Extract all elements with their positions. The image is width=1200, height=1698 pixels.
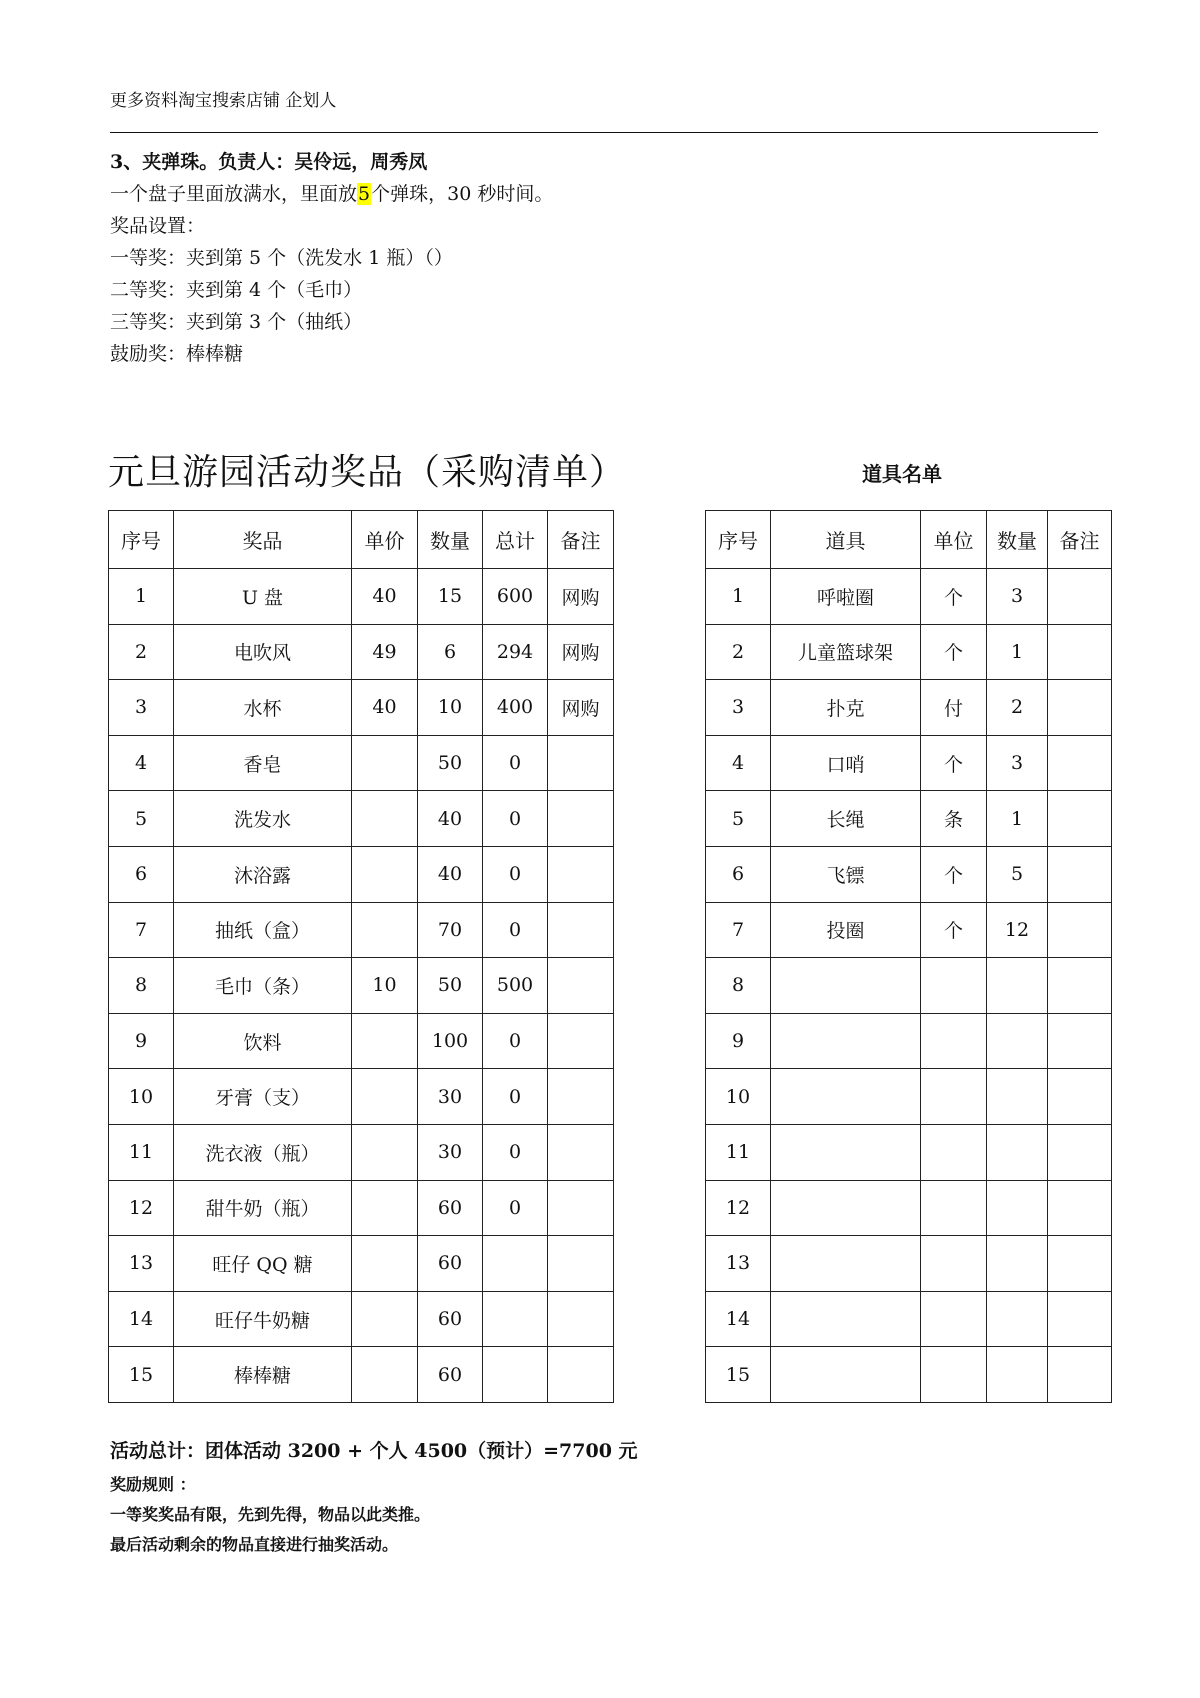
table-cell: 牙膏（支） — [174, 1069, 352, 1125]
table-cell — [921, 1291, 987, 1347]
prize-table-row — [109, 1124, 614, 1180]
table-cell: 294 — [483, 624, 548, 680]
table-cell — [1048, 1291, 1112, 1347]
column-header: 数量 — [987, 511, 1048, 569]
column-header: 道具 — [771, 511, 921, 569]
table-cell — [987, 1180, 1048, 1236]
column-header: 数量 — [418, 511, 483, 569]
prize-table-row — [109, 735, 614, 791]
prize-line-second: 二等奖：夹到第 4 个（毛巾） — [110, 279, 363, 301]
table-cell: 9 — [109, 1013, 174, 1069]
table-cell — [483, 1236, 548, 1292]
table-cell — [1048, 1180, 1112, 1236]
props-table-row — [706, 791, 1112, 847]
table-cell — [987, 1124, 1048, 1180]
table-cell: 0 — [483, 1180, 548, 1236]
table-cell: 11 — [706, 1124, 771, 1180]
table-cell: 4 — [109, 735, 174, 791]
prize-table-row — [109, 680, 614, 736]
table-cell: 30 — [418, 1069, 483, 1125]
table-cell — [548, 958, 614, 1014]
table-cell: 14 — [706, 1291, 771, 1347]
table-cell: 口哨 — [771, 735, 921, 791]
table-cell: 70 — [418, 902, 483, 958]
table-cell — [1048, 1347, 1112, 1403]
prize-table-header-row — [109, 511, 614, 569]
table-cell: 50 — [418, 958, 483, 1014]
rules-title: 奖励规则 ： — [110, 1475, 196, 1494]
column-header: 序号 — [109, 511, 174, 569]
table-cell — [548, 1124, 614, 1180]
props-table-row — [706, 1291, 1112, 1347]
table-cell — [352, 1069, 418, 1125]
table-cell: 网购 — [548, 680, 614, 736]
table-cell: 14 — [109, 1291, 174, 1347]
header-divider — [110, 132, 1098, 133]
prize-line-encouragement: 鼓励奖：棒棒糖 — [110, 343, 244, 365]
table-cell: 40 — [418, 791, 483, 847]
table-cell: 0 — [483, 1013, 548, 1069]
props-table-row — [706, 846, 1112, 902]
table-cell — [548, 1013, 614, 1069]
table-cell: 0 — [483, 1124, 548, 1180]
prize-table-row — [109, 1180, 614, 1236]
table-cell: 2 — [109, 624, 174, 680]
table-cell: 10 — [109, 1069, 174, 1125]
table-cell: 11 — [109, 1124, 174, 1180]
rule-line: 最后活动剩余的物品直接进行抽奖活动。 — [110, 1535, 399, 1554]
table-cell — [921, 958, 987, 1014]
table-cell — [352, 1180, 418, 1236]
table-cell: 洗发水 — [174, 791, 352, 847]
table-cell: 0 — [483, 1069, 548, 1125]
table-cell — [352, 1347, 418, 1403]
table-cell: 1 — [987, 624, 1048, 680]
table-cell — [548, 791, 614, 847]
table-cell: 10 — [706, 1069, 771, 1125]
table-cell — [1048, 624, 1112, 680]
table-cell — [1048, 569, 1112, 625]
table-cell: 付 — [921, 680, 987, 736]
table-cell — [483, 1347, 548, 1403]
props-table-row — [706, 1124, 1112, 1180]
table-cell: 60 — [418, 1180, 483, 1236]
prize-line-third: 三等奖：夹到第 3 个（抽纸） — [110, 311, 363, 333]
props-table-row — [706, 1236, 1112, 1292]
props-table-row — [706, 680, 1112, 736]
table-cell — [921, 1013, 987, 1069]
table-cell — [771, 1069, 921, 1125]
table-cell: 60 — [418, 1236, 483, 1292]
table-cell: 60 — [418, 1291, 483, 1347]
table-cell — [1048, 735, 1112, 791]
column-header: 奖品 — [174, 511, 352, 569]
table-cell: 15 — [706, 1347, 771, 1403]
table-cell — [921, 1180, 987, 1236]
table-cell — [352, 735, 418, 791]
props-table-row — [706, 1180, 1112, 1236]
table-cell — [1048, 1013, 1112, 1069]
table-cell — [548, 1236, 614, 1292]
prize-table-row — [109, 1347, 614, 1403]
table-cell — [548, 1291, 614, 1347]
table-cell: 6 — [109, 846, 174, 902]
table-cell: 0 — [483, 791, 548, 847]
props-table-row — [706, 735, 1112, 791]
table-cell — [771, 1347, 921, 1403]
table-cell — [921, 1236, 987, 1292]
table-cell: 0 — [483, 735, 548, 791]
table-cell — [987, 1013, 1048, 1069]
prize-table-row — [109, 569, 614, 625]
table-cell: 水杯 — [174, 680, 352, 736]
table-cell — [548, 1069, 614, 1125]
table-cell: 个 — [921, 735, 987, 791]
table-cell: 8 — [706, 958, 771, 1014]
description-text-before: 一个盘子里面放满水，里面放 — [110, 183, 358, 205]
description-text-after: 个弹珠，30 秒时间。 — [371, 183, 554, 205]
table-cell: 电吹风 — [174, 624, 352, 680]
prize-table-row — [109, 1069, 614, 1125]
table-cell: 5 — [987, 846, 1048, 902]
table-cell — [771, 1291, 921, 1347]
table-cell: 60 — [418, 1347, 483, 1403]
section-heading: 3、夹弹珠。负责人：吴伶远，周秀凤 — [110, 151, 428, 173]
prize-table — [108, 510, 614, 1403]
section-description — [110, 178, 1010, 210]
table-cell: 3 — [706, 680, 771, 736]
table-cell: 飞镖 — [771, 846, 921, 902]
table-cell: 1 — [987, 791, 1048, 847]
props-table-row — [706, 1069, 1112, 1125]
table-cell — [1048, 680, 1112, 736]
rule-line: 一等奖奖品有限，先到先得，物品以此类推。 — [110, 1505, 431, 1524]
table-cell — [352, 902, 418, 958]
table-cell: 扑克 — [771, 680, 921, 736]
props-table-header-row — [706, 511, 1112, 569]
table-cell: 3 — [109, 680, 174, 736]
prize-table-row — [109, 624, 614, 680]
table-cell: 0 — [483, 846, 548, 902]
table-cell — [1048, 902, 1112, 958]
prize-table-row — [109, 791, 614, 847]
table-cell — [771, 1013, 921, 1069]
table-cell: 12 — [109, 1180, 174, 1236]
table-cell: 10 — [418, 680, 483, 736]
table-cell — [771, 1236, 921, 1292]
table-cell: U 盘 — [174, 569, 352, 625]
table-cell: 个 — [921, 569, 987, 625]
table-cell: 洗衣液（瓶） — [174, 1124, 352, 1180]
table-cell — [352, 1013, 418, 1069]
table-cell: 600 — [483, 569, 548, 625]
table-cell — [352, 1236, 418, 1292]
props-table-row — [706, 958, 1112, 1014]
table-cell — [921, 1124, 987, 1180]
props-table-row — [706, 1347, 1112, 1403]
props-table-row — [706, 624, 1112, 680]
table-cell: 条 — [921, 791, 987, 847]
table-cell — [352, 1291, 418, 1347]
activity-total: 活动总计：团体活动 3200 + 个人 4500（预计）=7700 元 — [110, 1440, 638, 1462]
column-header: 单价 — [352, 511, 418, 569]
table-cell: 1 — [109, 569, 174, 625]
prize-table-row — [109, 958, 614, 1014]
table-cell: 9 — [706, 1013, 771, 1069]
table-cell: 40 — [418, 846, 483, 902]
table-cell — [771, 1180, 921, 1236]
table-cell: 7 — [109, 902, 174, 958]
table-cell: 50 — [418, 735, 483, 791]
props-list-title: 道具名单 — [862, 462, 942, 486]
table-cell — [1048, 1069, 1112, 1125]
table-cell — [1048, 846, 1112, 902]
table-cell — [987, 1347, 1048, 1403]
prize-list-title: 元旦游园活动奖品（采购清单） — [108, 452, 627, 493]
table-cell: 15 — [418, 569, 483, 625]
table-cell: 抽纸（盒） — [174, 902, 352, 958]
prize-line-first: 一等奖：夹到第 5 个（洗发水 1 瓶）（） — [110, 247, 453, 269]
table-cell: 40 — [352, 569, 418, 625]
table-cell — [1048, 1236, 1112, 1292]
prize-table-row — [109, 846, 614, 902]
table-cell — [352, 791, 418, 847]
table-cell: 投圈 — [771, 902, 921, 958]
table-cell: 6 — [706, 846, 771, 902]
table-cell: 400 — [483, 680, 548, 736]
header-note: 更多资料淘宝搜索店铺 企划人 — [110, 91, 337, 111]
table-cell: 7 — [706, 902, 771, 958]
table-cell: 个 — [921, 624, 987, 680]
table-cell: 甜牛奶（瓶） — [174, 1180, 352, 1236]
table-cell — [987, 1069, 1048, 1125]
table-cell: 13 — [109, 1236, 174, 1292]
table-cell: 1 — [706, 569, 771, 625]
table-cell — [987, 1236, 1048, 1292]
table-cell: 10 — [352, 958, 418, 1014]
props-table-row — [706, 569, 1112, 625]
table-cell — [548, 1347, 614, 1403]
table-cell: 饮料 — [174, 1013, 352, 1069]
column-header: 总计 — [483, 511, 548, 569]
prize-table-row — [109, 1236, 614, 1292]
table-cell: 毛巾（条） — [174, 958, 352, 1014]
table-cell: 个 — [921, 902, 987, 958]
table-cell — [1048, 958, 1112, 1014]
table-cell — [921, 1069, 987, 1125]
table-cell: 旺仔牛奶糖 — [174, 1291, 352, 1347]
table-cell: 4 — [706, 735, 771, 791]
reward-rules — [110, 1470, 430, 1560]
prize-table-row — [109, 1013, 614, 1069]
column-header: 备注 — [1048, 511, 1112, 569]
props-table-row — [706, 902, 1112, 958]
table-cell: 6 — [418, 624, 483, 680]
table-cell — [352, 846, 418, 902]
table-cell — [352, 1124, 418, 1180]
props-table — [705, 510, 1112, 1403]
table-cell: 3 — [987, 569, 1048, 625]
table-cell — [483, 1291, 548, 1347]
table-cell: 儿童篮球架 — [771, 624, 921, 680]
column-header: 单位 — [921, 511, 987, 569]
table-cell: 500 — [483, 958, 548, 1014]
table-cell: 2 — [987, 680, 1048, 736]
table-cell: 40 — [352, 680, 418, 736]
table-cell: 网购 — [548, 624, 614, 680]
table-cell — [921, 1347, 987, 1403]
table-cell — [1048, 1124, 1112, 1180]
table-cell — [1048, 791, 1112, 847]
table-cell: 呼啦圈 — [771, 569, 921, 625]
table-cell: 网购 — [548, 569, 614, 625]
table-cell: 49 — [352, 624, 418, 680]
table-cell: 5 — [706, 791, 771, 847]
table-cell: 0 — [483, 902, 548, 958]
table-cell — [548, 735, 614, 791]
table-cell: 旺仔 QQ 糖 — [174, 1236, 352, 1292]
table-cell: 5 — [109, 791, 174, 847]
table-cell: 2 — [706, 624, 771, 680]
table-cell — [548, 846, 614, 902]
table-cell — [987, 958, 1048, 1014]
table-cell: 个 — [921, 846, 987, 902]
table-cell — [987, 1291, 1048, 1347]
table-cell: 13 — [706, 1236, 771, 1292]
table-cell: 12 — [706, 1180, 771, 1236]
table-cell: 3 — [987, 735, 1048, 791]
section-3 — [110, 146, 1010, 370]
table-cell: 30 — [418, 1124, 483, 1180]
table-cell: 100 — [418, 1013, 483, 1069]
prize-table-row — [109, 1291, 614, 1347]
table-cell — [771, 1124, 921, 1180]
table-cell: 香皂 — [174, 735, 352, 791]
column-header: 备注 — [548, 511, 614, 569]
prize-table-row — [109, 902, 614, 958]
table-cell — [771, 958, 921, 1014]
table-cell: 15 — [109, 1347, 174, 1403]
props-table-row — [706, 1013, 1112, 1069]
table-cell — [548, 1180, 614, 1236]
table-cell: 长绳 — [771, 791, 921, 847]
highlighted-count: 5 — [358, 183, 371, 205]
table-cell: 棒棒糖 — [174, 1347, 352, 1403]
table-cell — [548, 902, 614, 958]
column-header: 序号 — [706, 511, 771, 569]
table-cell: 8 — [109, 958, 174, 1014]
table-cell: 12 — [987, 902, 1048, 958]
table-cell: 沐浴露 — [174, 846, 352, 902]
prize-settings-label: 奖品设置： — [110, 215, 206, 237]
